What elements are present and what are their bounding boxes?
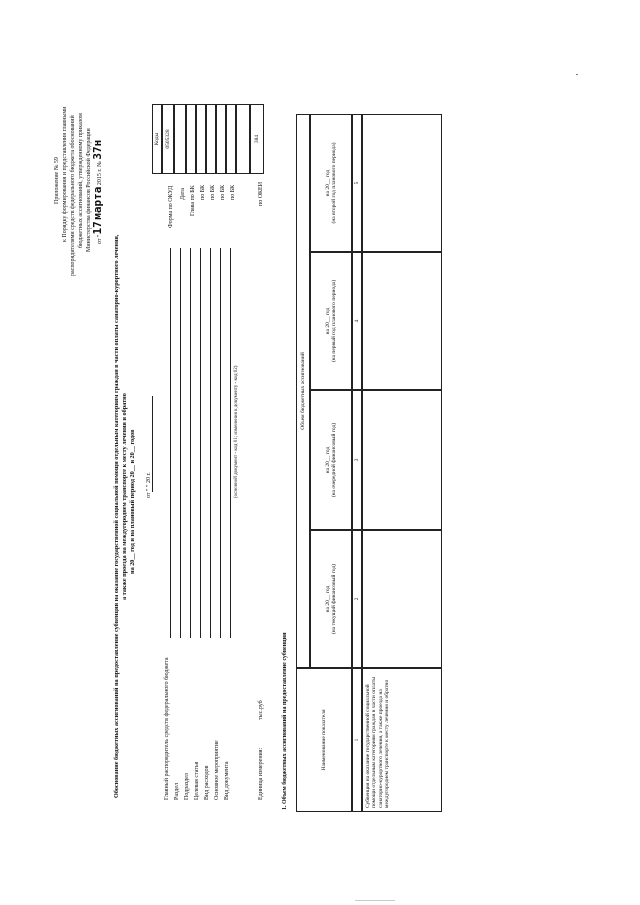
codes-row-label: по БК <box>210 184 216 200</box>
codes-cell <box>236 104 250 174</box>
col-desc: (на очередной финансовый год) <box>331 422 337 498</box>
doc-title-line1: Обоснование бюджетных ассигнований на предоставление субвенции на оказание государственной социальной помощи отдельным категориям граждан в части оплаты санаторно-курортного лечения, <box>113 234 120 798</box>
appendix-line: бюджетных ассигнований, утвержденному приказом <box>78 113 84 248</box>
col-year: на 20__ год <box>324 585 331 613</box>
codes-cell <box>174 104 186 174</box>
col-year: на 20__ год <box>324 446 331 474</box>
row-label: Субвенция на оказание государственной социальной помощи отдельным категориям граждан в части оплаты санаторно-курортного лечения, а также проезда на междугороднем транспорте к месту лечения и обратно <box>362 668 442 812</box>
col-number: 3 <box>352 390 362 530</box>
order-number: 37н <box>91 139 104 160</box>
appendix-date <box>92 140 103 244</box>
appendix-number: Приложение № 59 <box>54 157 60 204</box>
col-number: 5 <box>352 114 362 252</box>
field-line <box>170 248 171 638</box>
field-line <box>230 248 231 638</box>
col-year-header <box>310 252 352 390</box>
field-label: Подраздел <box>184 773 190 800</box>
field-line <box>180 248 181 638</box>
row-value-cell <box>362 252 442 390</box>
codes-row-label: по БК <box>200 184 206 200</box>
appendix-line: распорядителями средств федерального бюджета обоснований <box>70 115 76 276</box>
col-desc: (на второй год планового периода) <box>331 142 337 224</box>
codes-okei-value: 384 <box>250 104 264 174</box>
codes-row-label: Глава по БК <box>190 185 196 216</box>
field-label: Целевая статья <box>194 761 200 800</box>
codes-cell <box>216 104 226 174</box>
col-year: на 20__ год <box>324 169 331 197</box>
doc-title-line2: а также проезда на междугороднем транспорте к месту лечения и обратно <box>121 393 128 600</box>
col-year-header <box>310 114 352 252</box>
field-label: Основное мероприятие <box>214 740 220 800</box>
date-day: 17 <box>91 221 104 235</box>
scan-speck <box>355 900 395 901</box>
codes-okei-label: по ОКЕИ <box>258 181 264 206</box>
col-number: 1 <box>352 668 362 812</box>
date-month: марта <box>91 186 104 220</box>
row-value-cell <box>362 390 442 530</box>
col-number: 2 <box>352 530 362 668</box>
col-desc: (на текущий финансовый год) <box>331 563 337 635</box>
codes-cell <box>186 104 196 174</box>
appendix-line: к Порядку формирования и представления главными <box>62 106 68 242</box>
codes-row-label: Дата <box>180 188 186 200</box>
doc-date-line: от " " 20 г. <box>146 472 152 498</box>
date-underline <box>152 396 153 492</box>
field-line <box>200 248 201 638</box>
doc-kind-note: (основной документ - код 01; изменения к документу - код 02) <box>234 365 239 498</box>
col-year-header <box>310 530 352 668</box>
codes-cell <box>226 104 236 174</box>
col-number: 4 <box>352 252 362 390</box>
col-group-header: Объем бюджетных ассигнований <box>296 114 310 668</box>
row-value-cell <box>362 530 442 668</box>
field-line <box>190 248 191 638</box>
col-year-header <box>310 390 352 530</box>
row-value-cell <box>362 114 442 252</box>
field-line <box>220 248 221 638</box>
codes-row-label: по БК <box>220 184 226 200</box>
codes-header: Коды <box>152 104 162 174</box>
doc-title-line3: на 20__ год и на плановый период 20__ и 20__ годов <box>129 429 136 574</box>
codes-cell <box>196 104 206 174</box>
field-label: Главный распорядитель средств федерального бюджета <box>164 657 170 800</box>
codes-form-label: Форма по ОКУД <box>168 185 174 228</box>
codes-form-value: 0505328 <box>162 104 174 174</box>
col-desc: (на первый год планового периода) <box>331 279 337 363</box>
section1-title: 1. Объем бюджетных ассигнований на предоставление субвенции <box>282 632 288 810</box>
unit-label: Единица измерения: <box>258 747 264 800</box>
col-name-header: Наименование показателя <box>296 668 352 812</box>
rotated-document <box>40 50 600 870</box>
codes-cell <box>206 104 216 174</box>
codes-row-label: по БК <box>230 184 236 200</box>
field-label: Вид расходов <box>204 765 210 800</box>
field-line <box>210 248 211 638</box>
unit-value: тыс.руб <box>258 700 264 720</box>
date-prefix: от " <box>97 234 103 244</box>
field-label: Вид документа <box>224 761 230 800</box>
date-year: 2015 г. № <box>97 161 103 186</box>
appendix-line: Министерства финансов Российской Федерации <box>86 128 92 252</box>
col-year: на 20__ год <box>324 307 331 335</box>
field-label: Раздел <box>174 783 180 800</box>
